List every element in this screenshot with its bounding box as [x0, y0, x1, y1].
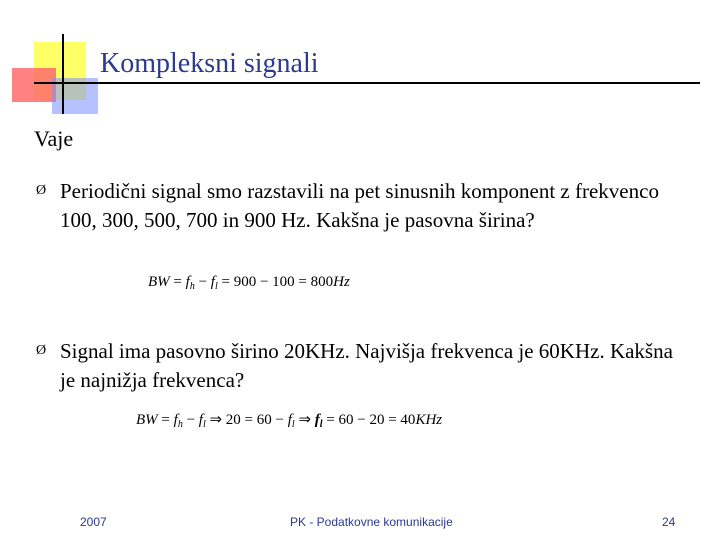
- section-heading: Vaje: [34, 126, 74, 151]
- formula: BW = $f_h - f_l$ ⇒ $20 = 60 - f_l$ ⇒ $f_l = 60 - 20 = 40KHz$: [136, 412, 443, 430]
- question-text: Periodični signal smo razstavili na pet sinusnih komponent z frekvenco 100, 300, 500, 700 in 900 Hz. Kakšna je pasovna širina?: [60, 179, 659, 232]
- question-text: Signal ima pasovno širino 20KHz. Najvišja frekvenca je 60KHz. Kakšna je najnižja frekvenca?: [60, 339, 673, 392]
- footer-page-number: 24: [662, 515, 676, 529]
- bullet-arrow-icon: Ø: [36, 183, 47, 198]
- footer-course: PK - Podatkovne komunikacije: [290, 515, 453, 529]
- decor-red-square: [12, 68, 56, 102]
- footer-year: 2007: [80, 515, 107, 529]
- page-title: Kompleksni signali: [100, 48, 319, 79]
- formula: BW = $f_h - f_l = 900 - 100 = 800Hz$: [148, 274, 350, 292]
- title-underline: [34, 82, 700, 84]
- decor-vertical-line: [62, 34, 64, 114]
- bullet-arrow-icon: Ø: [36, 343, 47, 358]
